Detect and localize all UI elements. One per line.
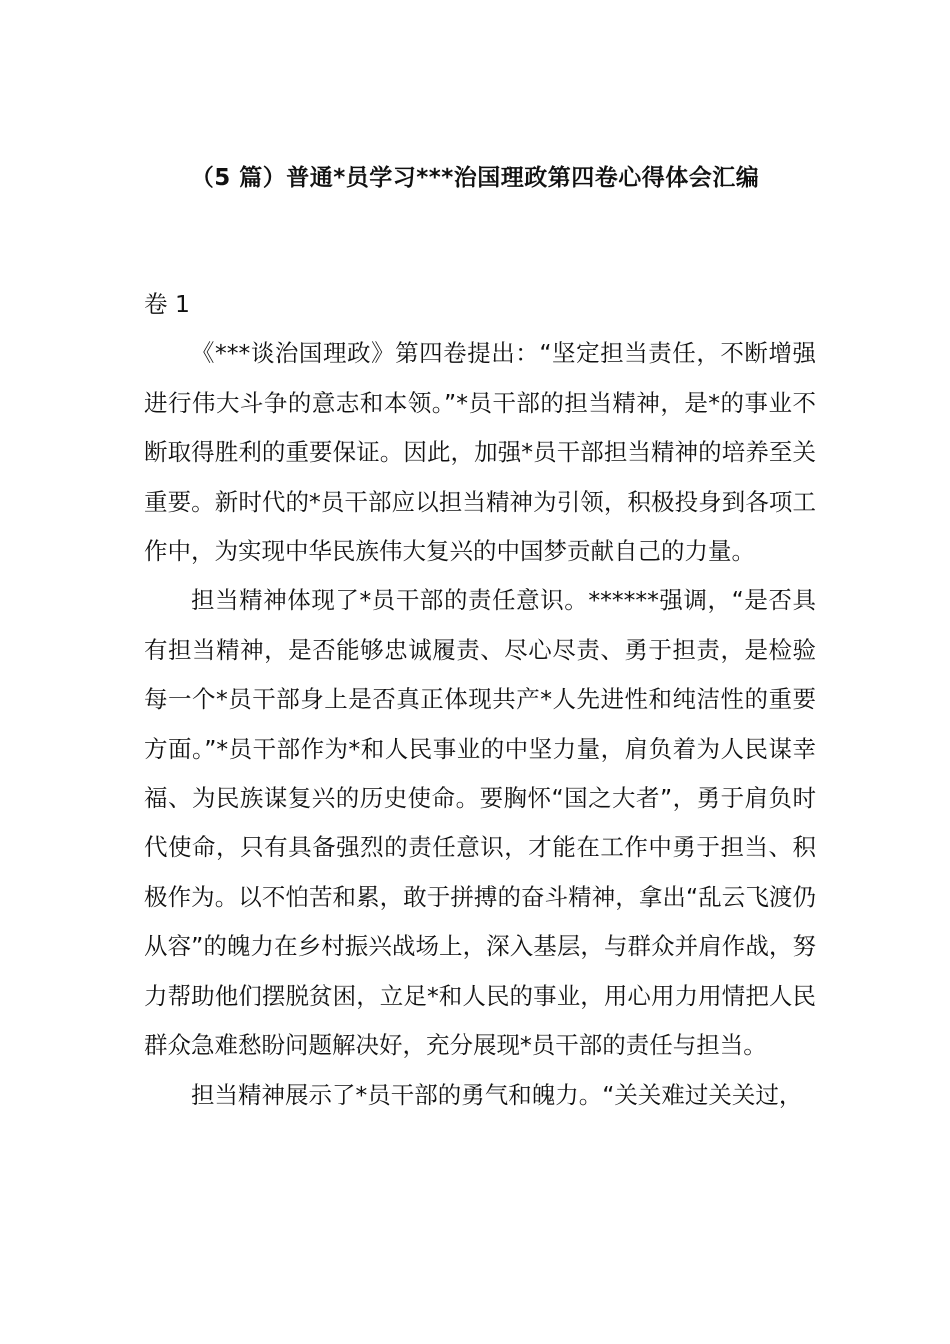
document-body <box>144 280 816 1120</box>
section-label: 卷 1 <box>144 290 190 318</box>
paragraph: 担当精神体现了*员干部的责任意识。******强调，“是否具有担当精神，是否能够忠诚履责、尽心尽责、勇于担责，是检验每一个*员干部身上是否真正体现共产*人先进性和纯洁性的重要方面。”*员干部作为*和人民事业的中坚力量，肩负着为人民谋幸福、为民族谋复兴的历史使命。要胸怀“国之大者”，勇于肩负时代使命，只有具备强烈的责任意识，才能在工作中勇于担当、积极作为。以不怕苦和累，敢于拼搏的奋斗精神，拿出“乱云飞渡仍从容”的魄力在乡村振兴战场上，深入基层，与群众并肩作战，努力帮助他们摆脱贫困，立足*和人民的事业，用心用力用情把人民群众急难愁盼问题解决好，充分展现*员干部的责任与担当。 <box>144 586 816 1060</box>
paragraph: 《***谈治国理政》第四卷提出：“坚定担当责任，不断增强进行伟大斗争的意志和本领。”*员干部的担当精神，是*的事业不断取得胜利的重要保证。因此，加强*员干部担当精神的培养至关重要。新时代的*员干部应以担当精神为引领，积极投身到各项工作中，为实现中华民族伟大复兴的中国梦贡献自己的力量。 <box>144 339 816 566</box>
paragraph: 担当精神展示了*员干部的勇气和魄力。“关关难过关关过， <box>191 1080 803 1109</box>
document-title: （5 篇）普通*员学习***治国理政第四卷心得体会汇编 <box>190 165 760 191</box>
